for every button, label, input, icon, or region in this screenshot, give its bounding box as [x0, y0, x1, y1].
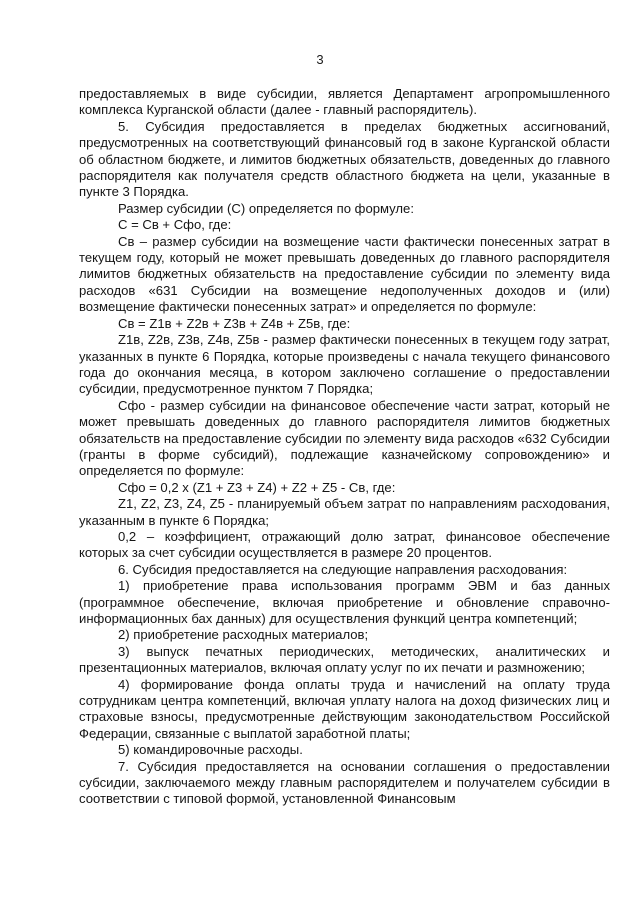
- paragraph-subsidy-size: Размер субсидии (С) определяется по формуле:: [118, 200, 414, 216]
- list-item-4: 4) формирование фонда оплаты труда и начислений на оплату труда сотрудникам центра компетенций, включая уплату налога на доход физических лиц и страховые взносы, предусмотренные действующим законодательством Российской Федерации, связанные с выплатой заработной платы;: [79, 676, 610, 741]
- list-item-3: 3) выпуск печатных периодических, методических, аналитических и презентационных материалов, включая оплату услуг по их печати и размножению;: [79, 643, 610, 676]
- document-body: [79, 86, 610, 808]
- paragraph-z-definition: Z1, Z2, Z3, Z4, Z5 - планируемый объем затрат по направлениям расходования, указанным в пункте 6 Порядка;: [79, 496, 610, 528]
- paragraph-5: 5. Субсидия предоставляется в пределах бюджетных ассигнований, предусмотренных на соответствующий финансовый год в законе Курганской области об областном бюджете, и лимитов бюджетных обязательств, доведенных до главного распорядителя как получателя средств областного бюджета на цели, указанные в пункте 3 Порядка.: [79, 118, 610, 200]
- formula-cv: Св = Z1в + Z2в + Z3в + Z4в + Z5в, где:: [118, 315, 351, 331]
- formula-cfo: Сфо = 0,2 х (Z1 + Z3 + Z4) + Z2 + Z5 - Св, где:: [118, 479, 396, 495]
- paragraph-6: 6. Субсидия предоставляется на следующие направления расходования:: [118, 561, 568, 577]
- paragraph-coefficient: 0,2 – коэффициент, отражающий долю затрат, финансовое обеспечение которых за счет субсидии осуществляется в размере 20 процентов.: [79, 528, 610, 561]
- page-number: 3: [316, 52, 324, 67]
- formula-c: С = Св + Сфо, где:: [118, 217, 232, 233]
- list-item-2: 2) приобретение расходных материалов;: [118, 627, 369, 643]
- paragraph-cfo-definition: Сфо - размер субсидии на финансовое обеспечение части затрат, который не может превышать доведенных до главного распорядителя лимитов бюджетных обязательств на предоставление субсидии по элементу вида расходов «632 Субсидии (гранты в форме субсидий), подлежащие казначейскому сопровождению» и определяется по формуле:: [79, 397, 610, 479]
- paragraph-7: 7. Субсидия предоставляется на основании соглашения о предоставлении субсидии, заключаемого между главным распорядителем и получателем субсидии в соответствии с типовой формой, установленной Финансовым: [79, 758, 610, 807]
- list-item-5: 5) командировочные расходы.: [118, 742, 303, 758]
- paragraph-cv-definition: Св – размер субсидии на возмещение части фактически понесенных затрат в текущем году, который не может превышать доведенных до главного распорядителя лимитов бюджетных обязательств на предоставление субсидии по элементу вида расходов «631 Субсидии на возмещение недополученных доходов и (или) возмещение фактически понесенных затрат» и определяется по формуле:: [79, 233, 610, 315]
- list-item-1: 1) приобретение права использования программ ЭВМ и баз данных (программное обеспечение, включая приобретение и обновление справочно-информационных бах данных) для осуществления функций центра компетенций;: [79, 578, 610, 626]
- paragraph-z-v-definition: Z1в, Z2в, Z3в, Z4в, Z5в - размер фактически понесенных в текущем году затрат, указанных в пункте 6 Порядка, которые произведены с начала текущего финансового года до окончания месяца, в котором заключено соглашение о предоставлении субсидии, предусмотренное пунктом 7 Порядка;: [79, 332, 610, 397]
- paragraph-intro: предоставляемых в виде субсидии, является Департамент агропромышленного комплекса Курганской области (далее - главный распорядитель).: [79, 86, 610, 118]
